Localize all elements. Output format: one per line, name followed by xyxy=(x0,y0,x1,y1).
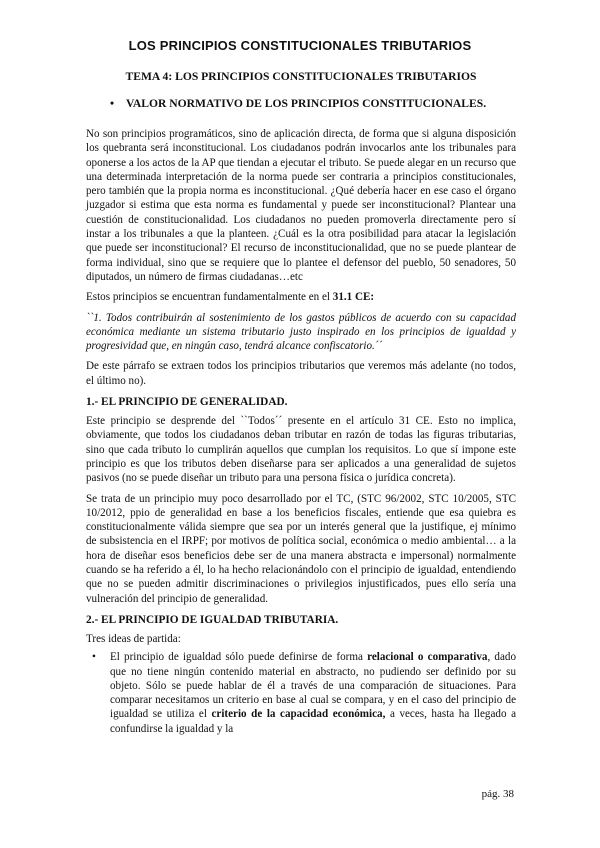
page-content xyxy=(86,70,516,736)
page-number: pág. 38 xyxy=(481,788,514,800)
section-bullet-heading xyxy=(110,97,516,110)
list-text-bold: relacional o comparativa xyxy=(367,651,488,664)
article-ref-bold: 31.1 CE: xyxy=(332,291,375,304)
bullet-heading-text: VALOR NORMATIVO DE LOS PRINCIPIOS CONSTITUCIONALES. xyxy=(126,97,487,110)
bullet-icon: • xyxy=(110,97,115,110)
running-header: LOS PRINCIPIOS CONSTITUCIONALES TRIBUTARIOS xyxy=(128,38,472,53)
ideas-list xyxy=(86,650,516,736)
list-item-text xyxy=(110,650,516,736)
paragraph-principles-note: De este párrafo se extraen todos los principios tributarios que veremos más adelante (no todos, el último no). xyxy=(86,360,516,387)
section-heading-generalidad: 1.- EL PRINCIPIO DE GENERALIDAD. xyxy=(86,396,288,409)
list-item xyxy=(86,650,516,736)
list-text-part: , dado que no tiene ningún contenido material en abstracto, no pudiendo ser definido por su objeto. Sólo se puede hablar de él a través de una comparación de situaciones. Para comparar necesitamos un criterio en base al cual se compara, y en el caso del principio de igualdad se utiliza el xyxy=(110,651,516,721)
bullet-icon: • xyxy=(92,651,96,664)
section-heading-igualdad: 2.- EL PRINCIPIO DE IGUALDAD TRIBUTARIA. xyxy=(86,613,339,626)
paragraph-generalidad-1: Este principio se desprende del ``Todos´´ presente en el artículo 31 CE. Esto no implica, obviamente, que todos los ciudadanos deban tributar en razón de todas las figuras tributarias, sino que cada tributo lo cumplirán aquellos que cumplan los requisitos. Lo que sí impone este principio es que los tributos deben diseñarse para ser aplicados a una generalidad de sujetos pasivos (no se puede diseñar un tributo para una persona física o jurídica concreta). xyxy=(86,415,516,485)
list-text-part: a veces, hasta ha llegado a confundirse la igualdad y la xyxy=(110,708,516,735)
article-ref-text: Estos principios se encuentran fundamentalmente en el xyxy=(86,291,333,304)
constitution-quote: ``1. Todos contribuirán al sostenimiento de los gastos públicos de acuerdo con su capacidad económica mediante un sistema tributario justo inspirado en los principios de igualdad y progresividad que, en ningún caso, tendrá alcance confiscatorio.´´ xyxy=(86,311,516,353)
paragraph-article-ref xyxy=(86,290,516,304)
list-text-bold: criterio de la capacidad económica, xyxy=(211,708,386,721)
paragraph-generalidad-2: Se trata de un principio muy poco desarrollado por el TC, (STC 96/2002, STC 10/2005, STC 10/2012, ppio de generalidad en base a los beneficios fiscales, entiende que esa quiebra es constitucionalmente válida siempre que sea por un interés general que la justifique, ej mínimo de subsistencia en el IRPF; por motivos de política social, económica o medio ambiental… a la hora de diseñar esos beneficios debe ser de una manera abstracta e impersonal) normalmente cuando se ha referido a él, lo ha hecho relacionándolo con el principio de igualdad, entendiendo que no se pueden admitir discriminaciones o privilegios injustificados, pues ello sería una vulneración del principio de generalidad. xyxy=(86,492,516,605)
paragraph-ideas-intro: Tres ideas de partida: xyxy=(86,632,181,645)
chapter-title: TEMA 4: LOS PRINCIPIOS CONSTITUCIONALES TRIBUTARIOS xyxy=(125,70,477,83)
paragraph-normative-value: No son principios programáticos, sino de aplicación directa, de forma que si alguna disposición los quebranta será inconstitucional. Los ciudadanos podrán invocarlos ante los tribunales para oponerse a los actos de la AP que tiendan a ejecutar el tributo. Se puede alegar en un recurso que una determinada interpretación de la norma puede ser contraria a principios constitucionales, pero también que la propia norma es inconstitucional. ¿Qué debería hacer en ese caso el órgano juzgador si estima que esta norma es fundamental y puede ser inconstitucional? Plantear una cuestión de constitucionalidad. Los ciudadanos no pueden promoverla directamente pero sí instar a los tribunales a que la planteen. ¿Cuál es la otra posibilidad para atacar la legislación que puede ser inconstitucional? El recurso de inconstitucionalidad, que no se puede plantear de forma individual, sino que se requiere que lo plantee el defensor del pueblo, 50 senadores, 50 diputados, un número de firmas ciudadanas…etc xyxy=(86,128,516,283)
list-text-part: El principio de igualdad sólo puede definirse de forma xyxy=(110,651,368,664)
